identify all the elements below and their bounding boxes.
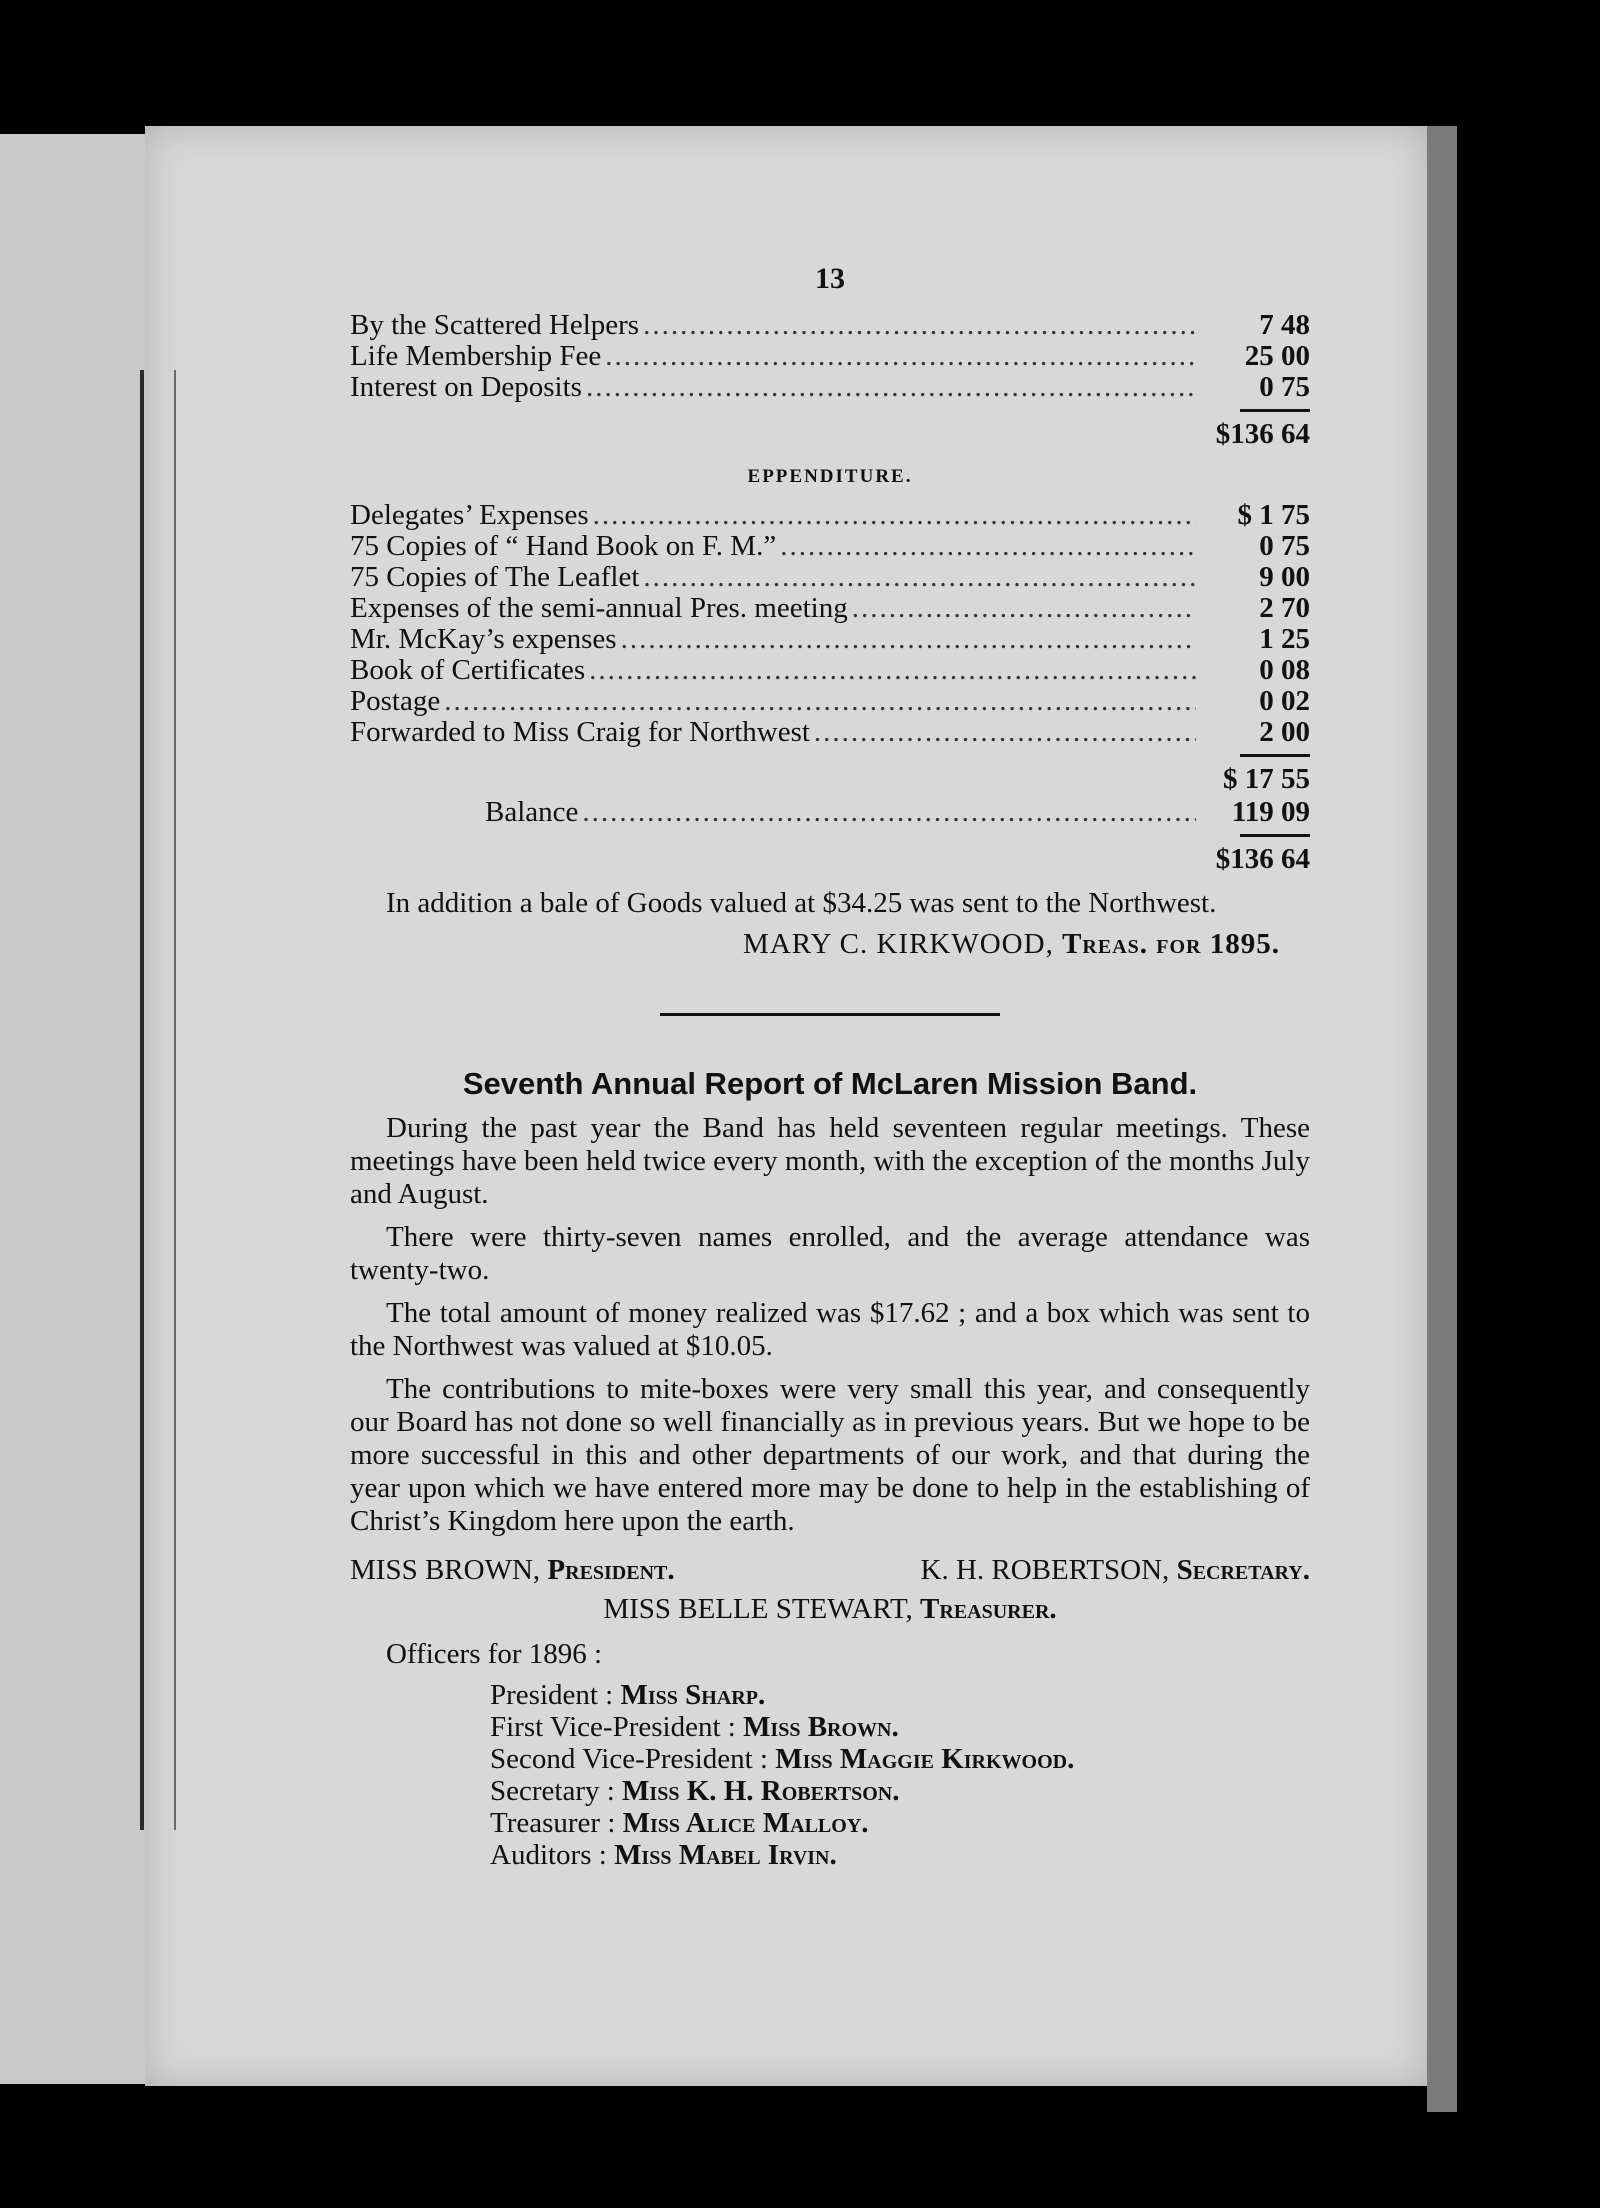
ledger-row [350, 310, 1310, 341]
ledger-amount: 0 75 [1259, 371, 1310, 403]
page-edge [1427, 126, 1457, 2112]
ledger-row [350, 372, 1310, 403]
officer-name: Miss Maggie Kirkwood. [775, 1743, 1075, 1775]
sum-rule [1240, 754, 1310, 757]
section-divider [660, 1013, 1000, 1016]
ledger-label: Life Membership Fee [350, 340, 602, 372]
leader-dots [593, 500, 1196, 531]
officer-entry [490, 1839, 1310, 1871]
officers-list [350, 1679, 1310, 1871]
ledger-label: Book of Certificates [350, 654, 586, 686]
balance-amount: 119 09 [1231, 796, 1310, 828]
officer-role: Auditors : [490, 1839, 607, 1871]
grand-total: $136 64 [1215, 843, 1310, 875]
officer-name: Miss Brown. [743, 1711, 899, 1743]
leader-dots [780, 531, 1196, 562]
ledger-amount: 2 70 [1259, 592, 1310, 624]
leader-dots [586, 372, 1196, 403]
officer-entry [490, 1807, 1310, 1839]
president-signature [350, 1554, 675, 1587]
page-content [350, 250, 1310, 1871]
secretary-name: K. H. ROBERTSON, [920, 1554, 1170, 1586]
leader-dots [605, 341, 1196, 372]
ledger-row [350, 717, 1310, 748]
ledger-amount: 0 75 [1259, 530, 1310, 562]
officer-role: President : [490, 1679, 614, 1711]
page-number: 13 [815, 262, 845, 295]
band-treasurer-name: MISS BELLE STEWART, [603, 1593, 913, 1625]
ledger-label: 75 Copies of The Leaflet [350, 561, 640, 593]
receipts-total: $136 64 [1215, 418, 1310, 450]
expenditure-heading: EPPENDITURE. [747, 466, 913, 487]
leader-dots [643, 310, 1196, 341]
ledger-row [350, 562, 1310, 593]
band-treasurer-title: Treasurer. [920, 1593, 1057, 1625]
treasurer-title: Treas. for 1895. [1062, 928, 1280, 960]
band-treasurer-signature [350, 1593, 1310, 1626]
ledger-row [350, 624, 1310, 655]
ledger-amount: 0 02 [1259, 685, 1310, 717]
secretary-signature [921, 1554, 1311, 1587]
officer-role: Secretary : [490, 1775, 615, 1807]
ledger-row [350, 593, 1310, 624]
ledger-label: Delegates’ Expenses [350, 499, 589, 531]
officer-role: First Vice-President : [490, 1711, 736, 1743]
ledger-label: By the Scattered Helpers [350, 309, 640, 341]
ledger-row [350, 500, 1310, 531]
ledger-row [350, 686, 1310, 717]
ledger-label: Forwarded to Miss Craig for Northwest [350, 716, 810, 748]
ledger-row [350, 531, 1310, 562]
officer-entry [490, 1775, 1310, 1807]
sum-rule [1240, 409, 1310, 412]
report-paragraph: The total amount of money realized was $17.62 ; and a box which was sent to the Northwest was valued at $10.05. [350, 1297, 1310, 1362]
president-name: MISS BROWN, [350, 1554, 541, 1586]
ledger-amount: 7 48 [1259, 309, 1310, 341]
officer-name: Miss Mabel Irvin. [614, 1839, 837, 1871]
report-paragraph: During the past year the Band has held seventeen regular meetings. These meetings have been held twice every month, with the exception of the months July and August. [350, 1112, 1310, 1210]
president-title: President. [547, 1554, 675, 1586]
ledger-label: Interest on Deposits [350, 371, 582, 403]
leader-dots [589, 655, 1196, 686]
ledger-row [350, 341, 1310, 372]
report-title: Seventh Annual Report of McLaren Mission Band. [462, 1066, 1198, 1101]
sum-rule [1240, 834, 1310, 837]
ledger-amount: 1 25 [1259, 623, 1310, 655]
officer-signatures [350, 1554, 1310, 1587]
leader-dots [814, 717, 1196, 748]
ledger-amount: 9 00 [1259, 561, 1310, 593]
officer-name: Miss Sharp. [620, 1679, 766, 1711]
ledger-label: 75 Copies of “ Hand Book on F. M.” [350, 530, 777, 562]
ledger-amount: 0 08 [1259, 654, 1310, 686]
officer-entry [490, 1711, 1310, 1743]
ledger-amount: 25 00 [1244, 340, 1310, 372]
balance-label: Balance [485, 796, 579, 828]
ledger-label: Mr. McKay’s expenses [350, 623, 617, 655]
receipts-list [350, 310, 1310, 403]
officer-role: Second Vice-President : [490, 1743, 768, 1775]
officer-name: Miss K. H. Robertson. [622, 1775, 900, 1807]
ledger-amount: $ 1 75 [1237, 499, 1310, 531]
ledger-row [350, 655, 1310, 686]
addition-note: In addition a bale of Goods valued at $34.25 was sent to the Northwest. [386, 887, 1217, 919]
ledger-amount: 2 00 [1259, 716, 1310, 748]
treasurer-signature [350, 928, 1280, 961]
secretary-title: Secretary. [1176, 1554, 1310, 1586]
expenditure-total: $ 17 55 [1223, 763, 1310, 795]
leader-dots [852, 593, 1196, 624]
facing-page [0, 134, 150, 2084]
leader-dots [582, 797, 1196, 828]
binding-gutter [140, 370, 176, 1830]
leader-dots [643, 562, 1196, 593]
officers-title: Officers for 1896 : [386, 1638, 603, 1670]
report-paragraph: The contributions to mite-boxes were very small this year, and consequently our Board has not done so well financially as in previous years. But we hope to be more successful in this and other departments of our work, and that during the year upon which we have entered more may be done to help in the establishing of Christ’s Kingdom here upon the earth. [350, 1373, 1310, 1537]
expenditure-list [350, 500, 1310, 748]
officer-role: Treasurer : [490, 1807, 616, 1839]
officer-name: Miss Alice Malloy. [622, 1807, 869, 1839]
ledger-label: Expenses of the semi-annual Pres. meeting [350, 592, 848, 624]
ledger-label: Postage [350, 685, 441, 717]
report-paragraph: There were thirty-seven names enrolled, and the average attendance was twenty-two. [350, 1221, 1310, 1286]
leader-dots [444, 686, 1196, 717]
treasurer-name: MARY C. KIRKWOOD, [743, 928, 1054, 960]
balance-row [350, 797, 1310, 828]
leader-dots [621, 624, 1196, 655]
officer-entry [490, 1743, 1310, 1775]
officer-entry [490, 1679, 1310, 1711]
